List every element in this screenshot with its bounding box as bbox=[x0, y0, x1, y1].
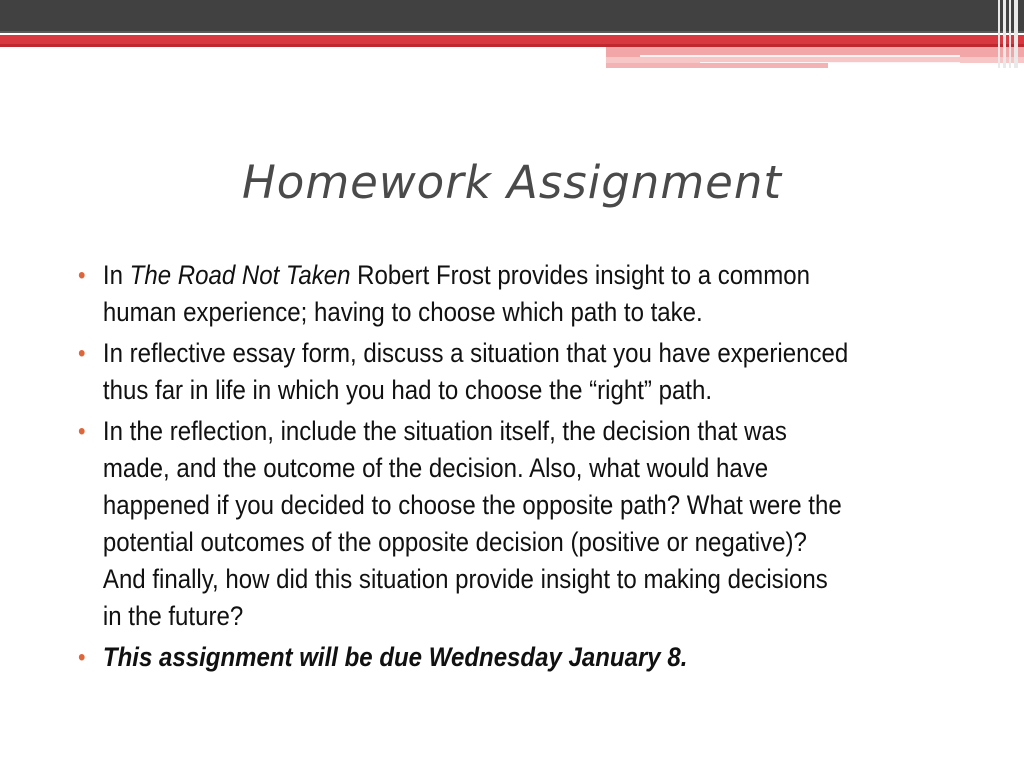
bullet-list bbox=[78, 257, 852, 680]
bullet-item bbox=[78, 413, 852, 635]
bullet-text-prefix: In bbox=[102, 260, 130, 290]
header-pink-line bbox=[606, 63, 828, 68]
bullet-dot-icon: • bbox=[78, 644, 86, 671]
header-dark-bar bbox=[0, 0, 1024, 33]
bullet-item bbox=[78, 335, 852, 409]
due-date-text: This assignment will be due Wednesday January 8. bbox=[102, 642, 688, 672]
bullet-text: In the reflection, include the situation itself, the decision that was made, and the outcome of the decision. Also, what would have happened if you decided to choose the opposite path? What were the potential outcomes of the opposite decision (positive or negative)? And finally, how did this situation provide insight to making decisions in the future? bbox=[102, 416, 842, 631]
bullet-item bbox=[78, 257, 852, 331]
bullet-item bbox=[78, 639, 852, 676]
bullet-dot-icon: • bbox=[78, 418, 86, 445]
poem-title: The Road Not Taken bbox=[129, 260, 351, 290]
stripe bbox=[1003, 0, 1006, 68]
bullet-text: In reflective essay form, discuss a situation that you have experienced thus far in life in which you had to choose the “right” path. bbox=[102, 338, 849, 405]
header-vertical-stripes bbox=[994, 0, 1024, 68]
header-bar-highlight bbox=[0, 31, 1024, 33]
stripe bbox=[1009, 0, 1011, 68]
bullet-dot-icon: • bbox=[78, 340, 86, 367]
header-white-line-thin bbox=[700, 62, 960, 63]
header-white-line bbox=[640, 55, 960, 57]
stripe bbox=[1014, 0, 1018, 68]
slide-title: Homework Assignment bbox=[241, 156, 783, 209]
stripe bbox=[998, 0, 1000, 68]
bullet-dot-icon: • bbox=[78, 262, 86, 289]
bullet-text: Robert Frost provides insight to a common human experience; having to choose which path to take. bbox=[102, 260, 810, 327]
